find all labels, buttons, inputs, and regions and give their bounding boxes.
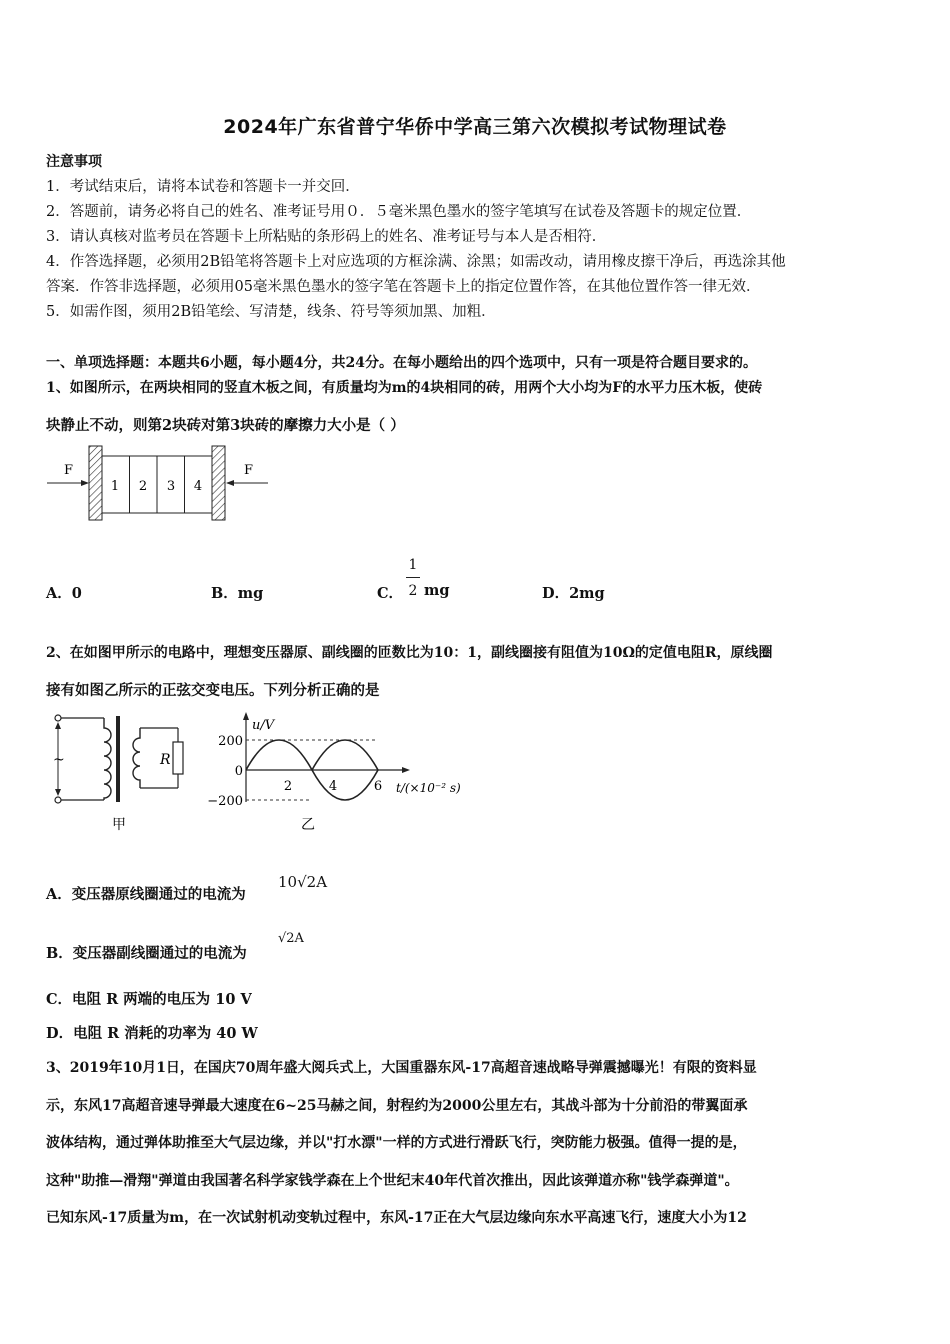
notice-item: 4．作答选择题，必须用2B铅笔将答题卡上对应选项的方框涂满、涂黑；如需改动，请用橡皮擦干净后，再选涂其他 xyxy=(46,254,786,270)
section-heading: 一、单项选择题：本题共6小题，每小题4分，共24分。在每小题给出的四个选项中，只有一项是符合题目要求的。 xyxy=(46,355,757,371)
resistor-label: R xyxy=(160,752,171,768)
q2-option-b-value: √2A xyxy=(278,931,304,946)
q3-text-line: 这种"助推—滑翔"弹道由我国著名科学家钱学森在上个世纪末40年代首次推出，因此该弹道亦称"钱学森弹道"。 xyxy=(46,1173,739,1189)
y-tick-label: 0 xyxy=(234,764,243,779)
fraction-denominator: 2 xyxy=(408,583,418,599)
notice-item: 1．考试结束后，请将本试卷和答题卡一并交回． xyxy=(46,179,360,195)
q2-option-b[interactable]: B．变压器副线圈通过的电流为 xyxy=(46,945,247,962)
q1-text-line: 1、如图所示，在两块相同的竖直木板之间，有质量均为m的4块相同的砖，用两个大小均为F的水平力压木板，使砖 xyxy=(46,380,763,396)
x-tick-label: 4 xyxy=(328,779,338,794)
fraction-numerator: 1 xyxy=(408,557,418,573)
fraction-bar xyxy=(406,577,420,578)
primary-coil xyxy=(104,718,111,800)
q2-option-a[interactable]: A．变压器原线圈通过的电流为 xyxy=(46,886,246,903)
q3-text-line: 3、2019年10月1日，在国庆70周年盛大阅兵式上，大国重器东风-17高超音速战略导弹震撼曝光！有限的资料显 xyxy=(46,1060,757,1076)
brick-label: 3 xyxy=(166,479,176,494)
ac-symbol: ~ xyxy=(53,752,65,768)
q3-text-line: 波体结构，通过弹体助推至大气层边缘，并以"打水漂"一样的方式进行滑跃飞行，突防能力极强。值得一提的是， xyxy=(46,1135,747,1151)
q3-text-line: 示，东风17高超音速导弹最大速度在6~25马赫之间，射程约为2000公里左右，其战斗部为十分前沿的带翼面承 xyxy=(46,1098,748,1114)
q2-text-line: 2、在如图甲所示的电路中，理想变压器原、副线圈的匝数比为10：1，副线圈接有阻值为10Ω的定值电阻R，原线圈 xyxy=(46,645,773,661)
notice-item: 3．请认真核对监考员在答题卡上所粘贴的条形码上的姓名、准考证号与本人是否相符． xyxy=(46,229,607,245)
transformer-circuit xyxy=(44,712,204,834)
resistor xyxy=(173,742,183,774)
q1-option-d[interactable]: D．2mg xyxy=(542,585,605,602)
q3-text-line: 已知东风-17质量为m，在一次试射机动变轨过程中，东风-17正在大气层边缘向东水平高速飞行，速度大小为12 xyxy=(46,1210,747,1226)
q2-text-line: 接有如图乙所示的正弦交变电压。下列分析正确的是 xyxy=(46,682,380,699)
left-board xyxy=(89,446,102,520)
q2-option-a-value: 10√2A xyxy=(278,873,328,891)
voltage-graph xyxy=(200,712,480,834)
brick-label: 4 xyxy=(193,479,203,494)
q2-option-c[interactable]: C．电阻 R 两端的电压为 10 V xyxy=(46,991,252,1008)
x-tick-label: 2 xyxy=(283,779,293,794)
y-tick-label: 200 xyxy=(218,734,243,749)
brick-label: 1 xyxy=(110,479,120,494)
right-board xyxy=(212,446,225,520)
force-arrow-left xyxy=(47,480,89,486)
q1-text-line: 块静止不动，则第2块砖对第3块砖的摩擦力大小是（ ） xyxy=(46,417,405,434)
secondary-coil xyxy=(133,728,140,788)
q1-option-b[interactable]: B．mg xyxy=(211,585,264,602)
iron-core xyxy=(116,716,120,802)
force-label-right: F xyxy=(244,463,254,478)
brick-label: 2 xyxy=(138,479,148,494)
x-axis-label: t/(×10⁻² s) xyxy=(396,781,461,795)
q1-option-c-unit: mg xyxy=(424,582,450,599)
force-label-left: F xyxy=(64,463,74,478)
figure-label-jia: 甲 xyxy=(112,817,126,833)
y-axis-label: u/V xyxy=(252,718,275,733)
notice-item: 2．答题前，请务必将自己的姓名、准考证号用０．５毫米黑色墨水的签字笔填写在试卷及答题卡的规定位置． xyxy=(46,204,752,220)
force-arrow-right xyxy=(226,480,268,486)
brick-figure xyxy=(44,443,274,525)
notice-heading: 注意事项 xyxy=(46,154,102,170)
x-tick-label: 6 xyxy=(373,779,383,794)
notice-item: 答案．作答非选择题，必须用05毫米黑色墨水的签字笔在答题卡上的指定位置作答，在其他位置作答一律无效． xyxy=(46,279,761,295)
q1-option-c[interactable]: C． xyxy=(377,585,404,602)
notice-item: 5．如需作图，须用2B铅笔绘、写清楚，线条、符号等须加黑、加粗． xyxy=(46,304,496,320)
figure-label-yi: 乙 xyxy=(301,817,315,833)
q1-option-a[interactable]: A．0 xyxy=(46,585,82,602)
y-tick-label: −200 xyxy=(207,794,243,809)
page-title: 2024年广东省普宁华侨中学高三第六次模拟考试物理试卷 xyxy=(223,116,727,138)
q2-option-d[interactable]: D．电阻 R 消耗的功率为 40 W xyxy=(46,1025,258,1042)
